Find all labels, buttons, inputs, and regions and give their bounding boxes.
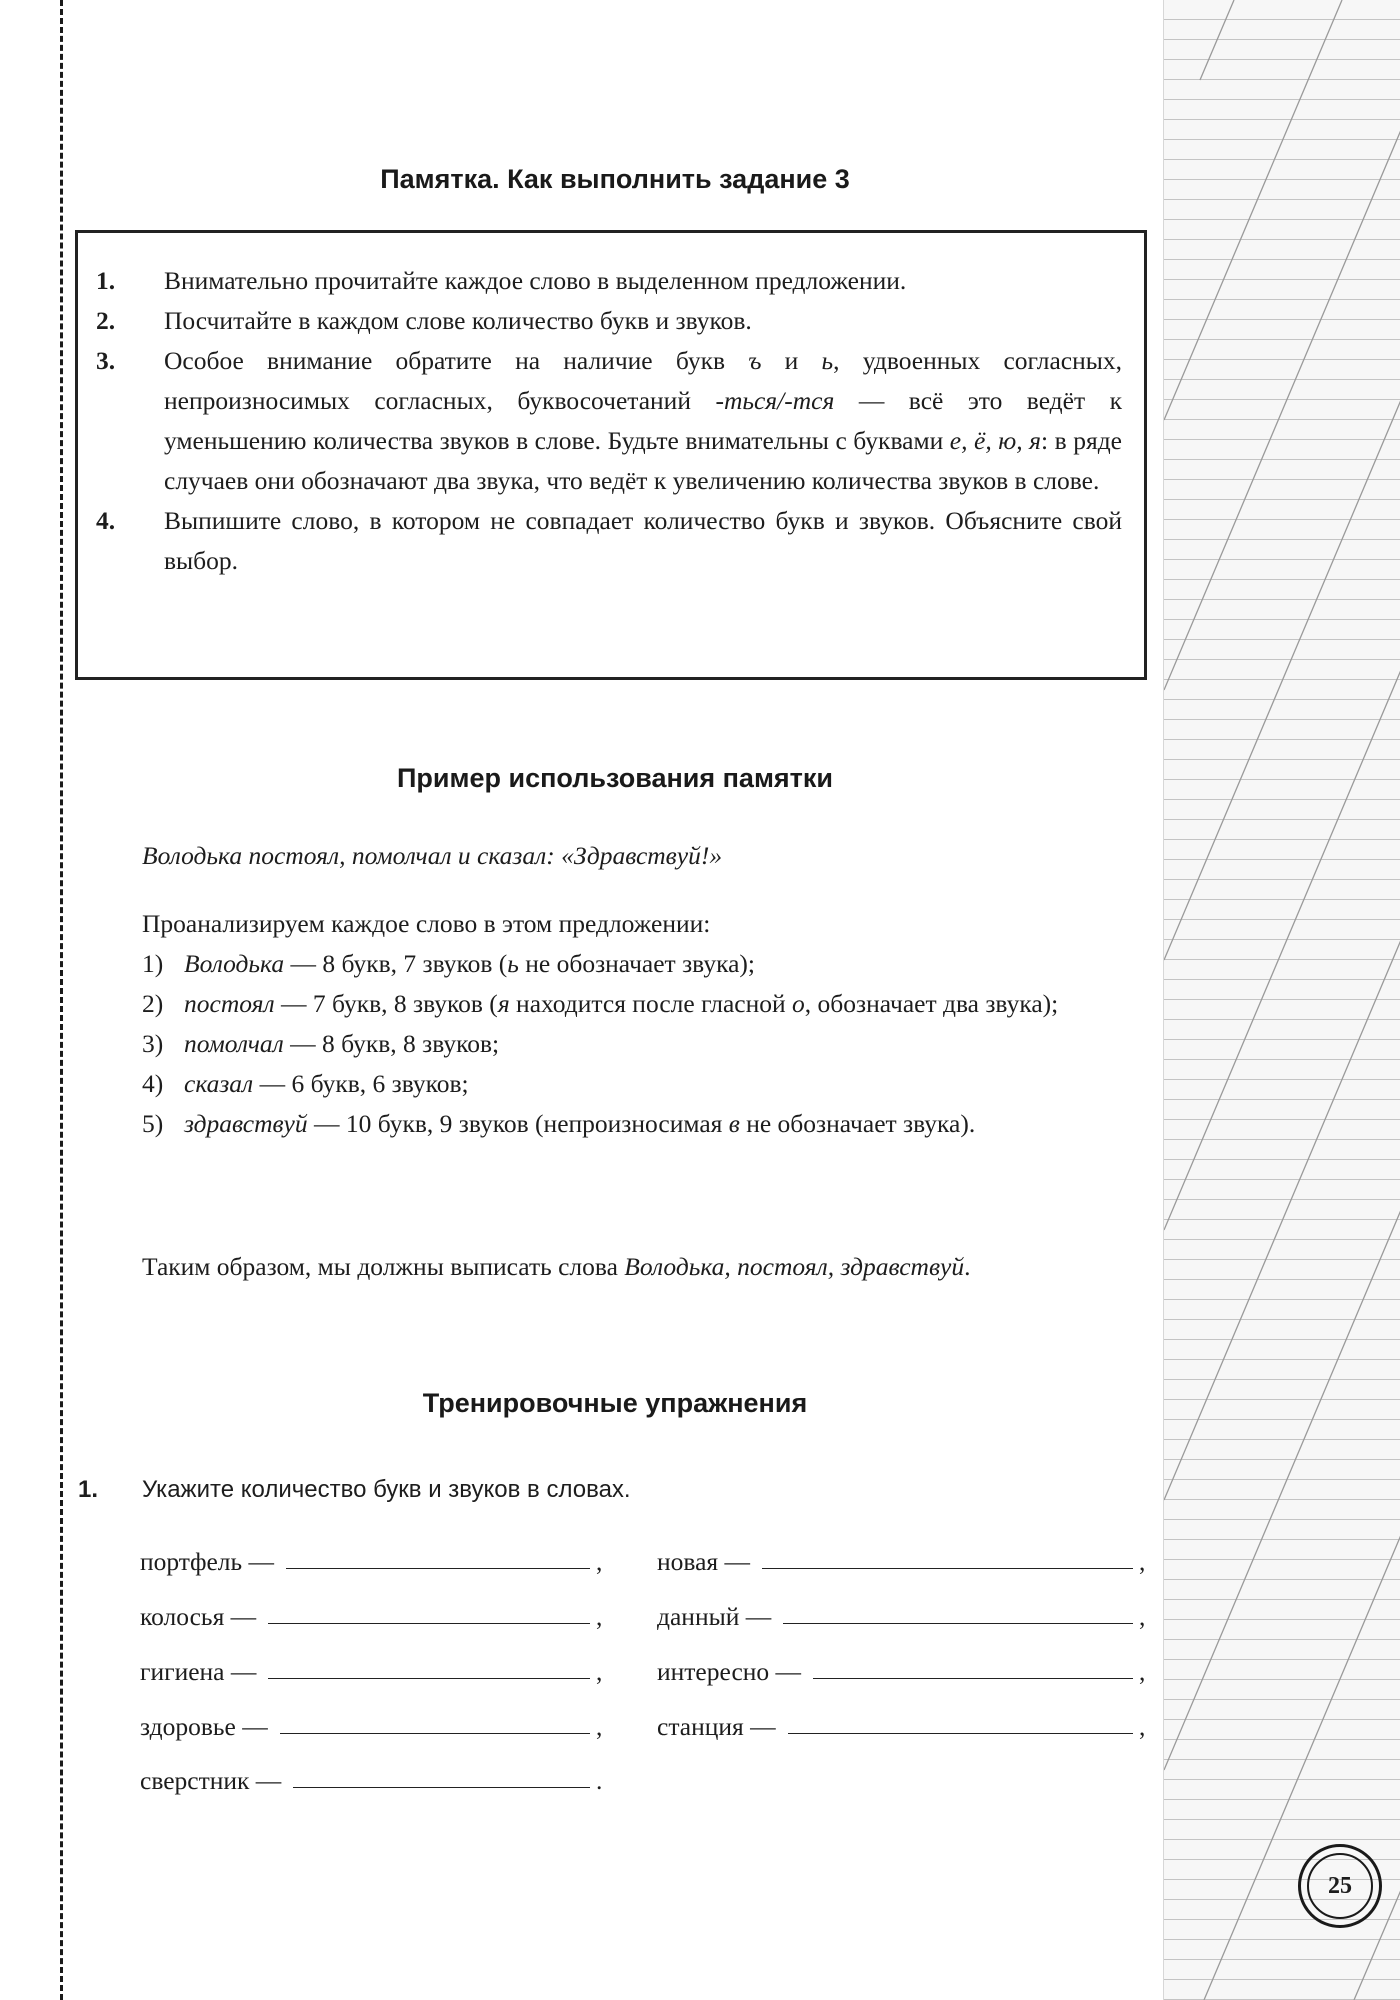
word-label: данный —	[657, 1602, 772, 1631]
memo-box	[75, 230, 1147, 680]
word-answer-row	[140, 1592, 610, 1632]
analysis-list	[142, 944, 1148, 1144]
answer-blank[interactable]	[293, 1763, 590, 1788]
analysis-item	[142, 984, 1148, 1024]
conclusion-words: Володька, постоял, здравствуй	[624, 1252, 965, 1281]
example-title: Пример использования памятки	[396, 763, 834, 793]
word-label: интересно —	[657, 1657, 802, 1686]
word-label: новая —	[657, 1547, 751, 1576]
analysis-word: здравствуй	[184, 1109, 308, 1138]
analysis-text	[184, 1064, 1148, 1104]
text-run: — 7 букв, 8 звуков (	[274, 989, 498, 1018]
italic-suffix: -ться/-тся	[715, 386, 835, 415]
word-answer-row	[657, 1592, 1153, 1632]
text-run: , обозначает два звука);	[804, 989, 1059, 1018]
word-answer-row	[140, 1537, 610, 1577]
analysis-text	[184, 1024, 1148, 1064]
memo-item-text: Посчитайте в каждом слове количество букв и звуков.	[164, 306, 752, 335]
word-answer-row	[657, 1647, 1153, 1687]
memo-item	[96, 501, 1122, 581]
text-run: : в ряде случаев они обозначают два звука, что ведёт к увеличению количества звуков в слове.	[164, 426, 1122, 495]
answer-blank[interactable]	[762, 1544, 1133, 1569]
text-run: не обозначает звука);	[518, 949, 755, 978]
italic-letter: ъ	[748, 346, 762, 375]
analysis-number: 1)	[142, 949, 164, 978]
punctuation: ,	[1139, 1712, 1146, 1741]
page-number: 25	[1307, 1853, 1373, 1919]
lined-margin-strip	[1163, 0, 1400, 2000]
analysis-intro: Проанализируем каждое слово в этом предложении:	[142, 909, 711, 938]
training-title: Тренировочные упражнения	[422, 1388, 808, 1418]
italic-letter: ь	[821, 346, 834, 375]
memo-item-number: 3.	[96, 346, 116, 375]
answer-blank[interactable]	[280, 1709, 590, 1734]
punctuation: ,	[596, 1657, 603, 1686]
analysis-item	[142, 944, 1148, 984]
text-run: — 8 букв, 7 звуков (	[284, 949, 508, 978]
memo-list	[78, 233, 1144, 581]
answer-blank[interactable]	[813, 1654, 1133, 1679]
answer-blank[interactable]	[268, 1599, 590, 1624]
memo-item-text	[164, 341, 1122, 501]
word-answer-row	[140, 1756, 610, 1796]
analysis-number: 2)	[142, 989, 164, 1018]
word-label: колосья —	[140, 1602, 257, 1631]
text-run: находится после гласной	[509, 989, 793, 1018]
conclusion	[75, 1247, 1148, 1287]
punctuation: ,	[1139, 1602, 1146, 1631]
memo-item	[96, 341, 1122, 501]
exercise-instruction: Укажите количество букв и звуков в словах.	[142, 1476, 631, 1503]
analysis-item	[142, 1024, 1148, 1064]
word-label: гигиена —	[140, 1657, 257, 1686]
analysis-number: 3)	[142, 1029, 164, 1058]
memo-item-text: Внимательно прочитайте каждое слово в выделенном предложении.	[164, 266, 907, 295]
punctuation: ,	[1139, 1657, 1146, 1686]
example-sentence: Володька постоял, помолчал и сказал: «Здравствуй!»	[142, 841, 723, 870]
analysis-block	[142, 904, 1148, 1144]
analysis-item	[142, 1104, 1148, 1144]
analysis-number: 4)	[142, 1069, 164, 1098]
memo-item-number: 1.	[96, 266, 116, 295]
page-number-badge	[1298, 1844, 1382, 1928]
text-run: — 6 букв, 6 звуков;	[253, 1069, 469, 1098]
word-answer-row	[140, 1647, 610, 1687]
word-label: портфель —	[140, 1547, 275, 1576]
word-label: станция —	[657, 1712, 776, 1741]
memo-item-number: 4.	[96, 506, 116, 535]
analysis-item	[142, 1064, 1148, 1104]
analysis-text	[184, 1104, 1148, 1144]
memo-item	[96, 261, 1122, 301]
text-run: — 10 букв, 9 звуков (непроизносимая	[307, 1109, 729, 1138]
answer-blank[interactable]	[783, 1599, 1133, 1624]
punctuation: .	[596, 1766, 603, 1795]
text-run: Таким образом, мы должны выписать слова	[142, 1252, 625, 1281]
dashed-cut-line	[60, 0, 63, 2000]
text-run: Особое внимание обратите на наличие букв	[164, 346, 749, 375]
punctuation: ,	[1139, 1547, 1146, 1576]
answer-blank[interactable]	[286, 1544, 590, 1569]
analysis-word: Володька	[184, 949, 285, 978]
text-run: — 8 букв, 8 звуков;	[283, 1029, 500, 1058]
answer-blank[interactable]	[788, 1709, 1133, 1734]
punctuation: ,	[596, 1602, 603, 1631]
memo-item-text: Выпишите слово, в котором не совпадает количество букв и звуков. Объясните свой выбор.	[164, 506, 1122, 575]
text-run: — всё это ведёт к уменьшению количества звуков в слове. Будьте внимательны с буквами	[164, 386, 1122, 455]
answer-blank[interactable]	[268, 1654, 590, 1679]
memo-title: Памятка. Как выполнить задание 3	[380, 164, 850, 194]
analysis-word: помолчал	[184, 1029, 284, 1058]
italic-letter: я	[497, 989, 510, 1018]
word-answer-row	[140, 1702, 610, 1742]
text-run: , удвоенных согласных, непроизносимых согласных, буквосочетаний	[164, 346, 1122, 415]
memo-item-number: 2.	[96, 306, 116, 335]
italic-vowels: е, ё, ю, я	[949, 426, 1042, 455]
text-run: .	[964, 1252, 971, 1281]
italic-letter: о	[792, 989, 805, 1018]
text-run: и	[761, 346, 822, 375]
diagonal-guide-lines	[1164, 0, 1400, 2000]
memo-item	[96, 301, 1122, 341]
word-label: здоровье —	[140, 1712, 268, 1741]
italic-letter: в	[728, 1109, 740, 1138]
word-label: сверстник —	[140, 1766, 282, 1795]
punctuation: ,	[596, 1712, 603, 1741]
word-answer-row	[657, 1537, 1153, 1577]
analysis-number: 5)	[142, 1109, 164, 1138]
punctuation: ,	[596, 1547, 603, 1576]
italic-letter: ь	[507, 949, 519, 978]
analysis-word: сказал	[184, 1069, 254, 1098]
analysis-text	[184, 944, 1148, 984]
analysis-text	[184, 984, 1148, 1024]
exercise-number: 1.	[78, 1476, 99, 1503]
word-answer-row	[657, 1702, 1153, 1742]
analysis-word: постоял	[184, 989, 275, 1018]
text-run: не обозначает звука).	[739, 1109, 976, 1138]
